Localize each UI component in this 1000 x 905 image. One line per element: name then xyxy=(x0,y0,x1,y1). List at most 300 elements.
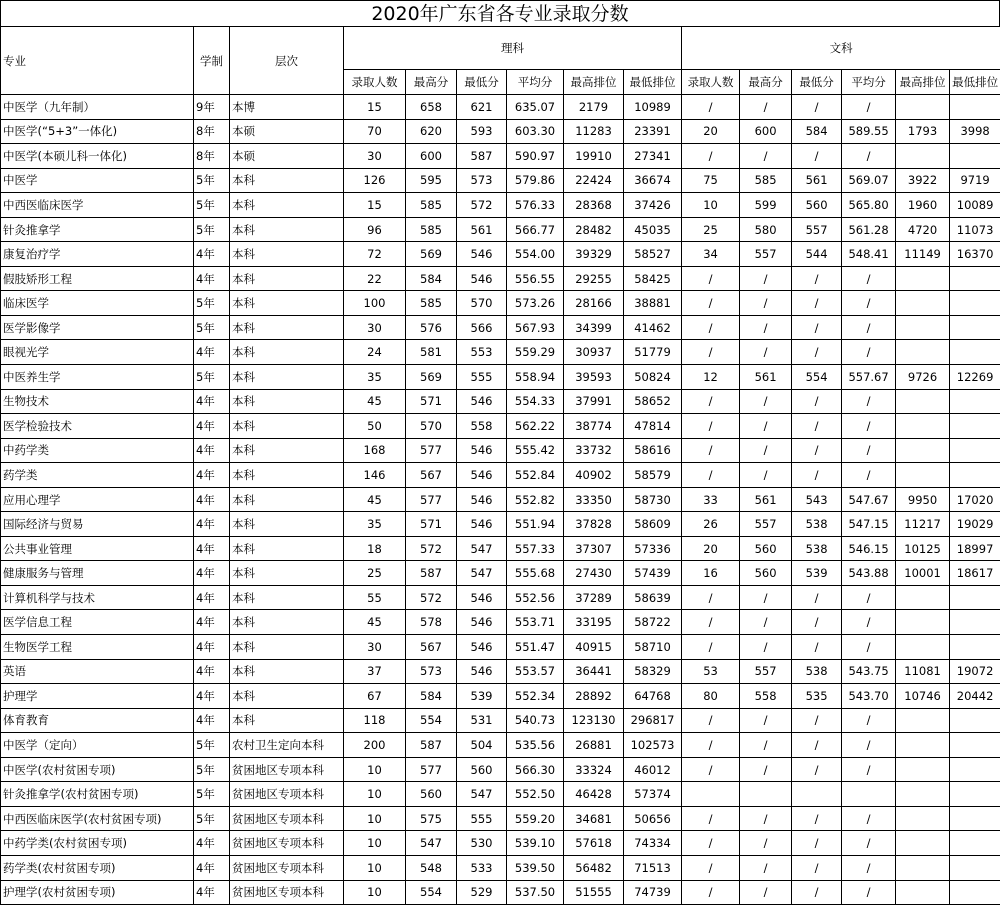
sci-admitted-cell: 146 xyxy=(344,463,406,488)
lib-avg-score-cell: / xyxy=(842,95,896,120)
lib-avg-score-cell: 589.55 xyxy=(842,119,896,144)
table-row xyxy=(1,512,1000,537)
lib-max-rank-cell xyxy=(896,389,950,414)
lib-min-score-cell: / xyxy=(792,757,842,782)
sci-min-score-cell: 593 xyxy=(457,119,507,144)
major-cell: 中药学类 xyxy=(1,438,194,463)
sci-admitted-cell: 50 xyxy=(344,414,406,439)
sci-max-rank-cell: 57618 xyxy=(564,831,624,856)
lib-avg-score-cell: 546.15 xyxy=(842,536,896,561)
sci-avg-score-cell: 559.29 xyxy=(507,340,564,365)
sci-avg-score-cell: 535.56 xyxy=(507,733,564,758)
lib-min-score-cell: / xyxy=(792,291,842,316)
sci-min-rank-cell: 57336 xyxy=(624,536,682,561)
lib-max-rank-header: 最高排位 xyxy=(896,70,950,95)
lib-max-rank-cell: 9950 xyxy=(896,487,950,512)
sci-admitted-cell: 30 xyxy=(344,144,406,169)
duration-cell: 4年 xyxy=(194,831,230,856)
sci-max-rank-cell: 34399 xyxy=(564,315,624,340)
sci-avg-score-cell: 573.26 xyxy=(507,291,564,316)
sci-min-score-cell: 504 xyxy=(457,733,507,758)
major-cell: 临床医学 xyxy=(1,291,194,316)
lib-min-rank-header: 最低排位 xyxy=(950,70,1000,95)
sci-min-score-cell: 558 xyxy=(457,414,507,439)
table-row xyxy=(1,561,1000,586)
lib-max-rank-cell xyxy=(896,291,950,316)
sci-min-score-cell: 546 xyxy=(457,610,507,635)
table-row xyxy=(1,757,1000,782)
lib-avg-score-cell xyxy=(842,782,896,807)
major-cell: 中西医临床医学(农村贫困专项) xyxy=(1,806,194,831)
level-cell: 本科 xyxy=(230,217,344,242)
sci-min-rank-cell: 58329 xyxy=(624,659,682,684)
sci-min-rank-cell: 47814 xyxy=(624,414,682,439)
lib-avg-score-cell: / xyxy=(842,414,896,439)
sci-max-score-cell: 554 xyxy=(406,880,457,905)
lib-admitted-cell: 33 xyxy=(682,487,740,512)
sci-min-rank-cell: 58652 xyxy=(624,389,682,414)
table-row xyxy=(1,144,1000,169)
sci-max-score-cell: 554 xyxy=(406,708,457,733)
sci-avg-score-cell: 603.30 xyxy=(507,119,564,144)
sci-max-score-cell: 600 xyxy=(406,144,457,169)
sci-admitted-cell: 200 xyxy=(344,733,406,758)
lib-admitted-cell: / xyxy=(682,438,740,463)
sci-max-rank-cell: 38774 xyxy=(564,414,624,439)
lib-min-rank-cell xyxy=(950,610,1000,635)
sci-max-score-cell: 571 xyxy=(406,389,457,414)
level-cell: 本科 xyxy=(230,340,344,365)
level-cell: 本科 xyxy=(230,512,344,537)
sci-max-rank-cell: 37991 xyxy=(564,389,624,414)
sci-min-score-cell: 560 xyxy=(457,757,507,782)
lib-admitted-cell: 25 xyxy=(682,217,740,242)
lib-admitted-cell: / xyxy=(682,733,740,758)
sci-admitted-cell: 96 xyxy=(344,217,406,242)
lib-avg-score-cell: / xyxy=(842,708,896,733)
major-cell: 药学类(农村贫困专项) xyxy=(1,855,194,880)
lib-admitted-cell: / xyxy=(682,389,740,414)
lib-min-rank-cell xyxy=(950,144,1000,169)
sci-avg-score-cell: 552.56 xyxy=(507,585,564,610)
sci-admitted-header: 录取人数 xyxy=(344,70,406,95)
duration-cell: 4年 xyxy=(194,708,230,733)
sci-admitted-cell: 37 xyxy=(344,659,406,684)
sci-max-rank-cell: 29255 xyxy=(564,266,624,291)
lib-max-rank-cell: 11217 xyxy=(896,512,950,537)
sci-avg-score-cell: 539.10 xyxy=(507,831,564,856)
lib-admitted-cell: / xyxy=(682,95,740,120)
major-cell: 中医学(“5+3”一体化) xyxy=(1,119,194,144)
sci-min-rank-cell: 50824 xyxy=(624,365,682,390)
sci-max-score-cell: 571 xyxy=(406,512,457,537)
lib-min-rank-cell xyxy=(950,291,1000,316)
sci-min-score-cell: 566 xyxy=(457,315,507,340)
lib-min-score-cell: / xyxy=(792,708,842,733)
lib-min-score-cell: 584 xyxy=(792,119,842,144)
lib-admitted-cell xyxy=(682,782,740,807)
sci-admitted-cell: 25 xyxy=(344,561,406,586)
lib-max-score-cell: / xyxy=(740,610,792,635)
major-cell: 康复治疗学 xyxy=(1,242,194,267)
lib-max-score-cell: / xyxy=(740,585,792,610)
sci-admitted-cell: 118 xyxy=(344,708,406,733)
lib-admitted-cell: / xyxy=(682,414,740,439)
sci-avg-score-cell: 566.77 xyxy=(507,217,564,242)
sci-admitted-cell: 10 xyxy=(344,855,406,880)
lib-avg-score-cell: 557.67 xyxy=(842,365,896,390)
sci-max-rank-cell: 28482 xyxy=(564,217,624,242)
lib-avg-score-cell: / xyxy=(842,315,896,340)
level-cell: 本科 xyxy=(230,536,344,561)
sci-min-score-cell: 546 xyxy=(457,438,507,463)
lib-avg-score-cell: 569.07 xyxy=(842,168,896,193)
sci-max-rank-cell: 39329 xyxy=(564,242,624,267)
sci-avg-score-cell: 579.86 xyxy=(507,168,564,193)
sci-max-rank-cell: 40915 xyxy=(564,635,624,660)
science-group-header: 理科 xyxy=(344,27,682,70)
sci-max-score-cell: 572 xyxy=(406,585,457,610)
sci-avg-score-cell: 555.42 xyxy=(507,438,564,463)
table-row xyxy=(1,95,1000,120)
major-cell: 生物技术 xyxy=(1,389,194,414)
sci-min-rank-cell: 74739 xyxy=(624,880,682,905)
lib-max-rank-cell: 9726 xyxy=(896,365,950,390)
lib-min-rank-cell: 17020 xyxy=(950,487,1000,512)
lib-min-rank-cell xyxy=(950,831,1000,856)
sci-max-rank-cell: 30937 xyxy=(564,340,624,365)
lib-admitted-cell: 10 xyxy=(682,193,740,218)
level-cell: 本科 xyxy=(230,242,344,267)
sci-admitted-cell: 15 xyxy=(344,193,406,218)
level-cell: 本科 xyxy=(230,291,344,316)
duration-cell: 4年 xyxy=(194,536,230,561)
lib-min-rank-cell xyxy=(950,414,1000,439)
table-row xyxy=(1,610,1000,635)
major-cell: 生物医学工程 xyxy=(1,635,194,660)
major-cell: 医学信息工程 xyxy=(1,610,194,635)
duration-cell: 4年 xyxy=(194,684,230,709)
duration-cell: 8年 xyxy=(194,144,230,169)
lib-avg-score-cell: 543.70 xyxy=(842,684,896,709)
lib-min-score-cell: / xyxy=(792,266,842,291)
sci-admitted-cell: 70 xyxy=(344,119,406,144)
lib-max-score-cell: 561 xyxy=(740,365,792,390)
major-cell: 眼视光学 xyxy=(1,340,194,365)
sci-max-score-cell: 547 xyxy=(406,831,457,856)
sci-avg-score-cell: 551.47 xyxy=(507,635,564,660)
table-row xyxy=(1,855,1000,880)
lib-min-score-cell: / xyxy=(792,315,842,340)
sci-max-rank-cell: 56482 xyxy=(564,855,624,880)
lib-max-rank-cell xyxy=(896,708,950,733)
sci-min-score-cell: 546 xyxy=(457,659,507,684)
sci-max-rank-cell: 34681 xyxy=(564,806,624,831)
lib-max-rank-cell xyxy=(896,782,950,807)
sheet-title: 2020年广东省各专业录取分数 xyxy=(0,0,1000,26)
lib-avg-score-cell: / xyxy=(842,340,896,365)
sci-min-score-cell: 547 xyxy=(457,561,507,586)
sci-avg-score-cell: 540.73 xyxy=(507,708,564,733)
table-row xyxy=(1,831,1000,856)
duration-cell: 4年 xyxy=(194,438,230,463)
table-row xyxy=(1,659,1000,684)
level-cell: 本科 xyxy=(230,561,344,586)
lib-admitted-cell: 20 xyxy=(682,536,740,561)
lib-max-rank-cell xyxy=(896,414,950,439)
lib-max-rank-cell xyxy=(896,635,950,660)
lib-min-score-cell: / xyxy=(792,733,842,758)
sci-max-rank-cell: 28892 xyxy=(564,684,624,709)
lib-min-score-cell: / xyxy=(792,414,842,439)
sci-min-score-cell: 573 xyxy=(457,168,507,193)
sci-min-rank-cell: 58639 xyxy=(624,585,682,610)
level-cell: 本博 xyxy=(230,95,344,120)
sci-min-score-cell: 555 xyxy=(457,365,507,390)
duration-cell: 5年 xyxy=(194,806,230,831)
duration-cell: 4年 xyxy=(194,561,230,586)
table-row xyxy=(1,389,1000,414)
major-cell: 公共事业管理 xyxy=(1,536,194,561)
table-row xyxy=(1,365,1000,390)
lib-min-rank-cell xyxy=(950,266,1000,291)
sci-admitted-cell: 100 xyxy=(344,291,406,316)
lib-avg-score-cell: 561.28 xyxy=(842,217,896,242)
sci-max-score-cell: 570 xyxy=(406,414,457,439)
lib-max-rank-cell: 1793 xyxy=(896,119,950,144)
level-cell: 本硕 xyxy=(230,144,344,169)
lib-min-rank-cell: 12269 xyxy=(950,365,1000,390)
sci-max-score-cell: 548 xyxy=(406,855,457,880)
major-cell: 中医养生学 xyxy=(1,365,194,390)
lib-min-rank-cell xyxy=(950,463,1000,488)
lib-min-score-cell: / xyxy=(792,144,842,169)
lib-max-rank-cell: 10125 xyxy=(896,536,950,561)
lib-avg-score-cell: / xyxy=(842,438,896,463)
lib-max-rank-cell xyxy=(896,95,950,120)
lib-min-rank-cell: 18997 xyxy=(950,536,1000,561)
lib-max-score-cell: / xyxy=(740,266,792,291)
lib-avg-score-cell: / xyxy=(842,463,896,488)
duration-cell: 5年 xyxy=(194,757,230,782)
lib-min-rank-cell xyxy=(950,855,1000,880)
duration-cell: 9年 xyxy=(194,95,230,120)
sci-max-rank-cell: 36441 xyxy=(564,659,624,684)
sci-min-rank-cell: 41462 xyxy=(624,315,682,340)
sci-avg-score-cell: 553.57 xyxy=(507,659,564,684)
duration-cell: 4年 xyxy=(194,880,230,905)
lib-avg-score-cell: / xyxy=(842,831,896,856)
lib-avg-score-cell: / xyxy=(842,880,896,905)
lib-min-rank-cell xyxy=(950,880,1000,905)
sci-min-rank-cell: 58730 xyxy=(624,487,682,512)
duration-cell: 5年 xyxy=(194,782,230,807)
lib-admitted-cell: 80 xyxy=(682,684,740,709)
sci-admitted-cell: 45 xyxy=(344,487,406,512)
duration-cell: 4年 xyxy=(194,512,230,537)
table-row xyxy=(1,733,1000,758)
sci-avg-score-cell: 552.84 xyxy=(507,463,564,488)
lib-admitted-cell: / xyxy=(682,708,740,733)
major-cell: 中药学类(农村贫困专项) xyxy=(1,831,194,856)
lib-max-score-cell: / xyxy=(740,708,792,733)
lib-min-score-cell: 560 xyxy=(792,193,842,218)
sci-min-rank-cell: 10989 xyxy=(624,95,682,120)
major-cell: 中医学(本硕儿科一体化) xyxy=(1,144,194,169)
lib-admitted-cell: / xyxy=(682,880,740,905)
major-cell: 中西医临床医学 xyxy=(1,193,194,218)
sci-max-score-cell: 569 xyxy=(406,365,457,390)
lib-min-score-cell: 557 xyxy=(792,217,842,242)
duration-header: 学制 xyxy=(194,27,230,95)
level-cell: 贫困地区专项本科 xyxy=(230,855,344,880)
sci-min-score-header: 最低分 xyxy=(457,70,507,95)
sci-max-rank-cell: 39593 xyxy=(564,365,624,390)
level-cell: 本科 xyxy=(230,659,344,684)
sci-min-rank-cell: 296817 xyxy=(624,708,682,733)
sci-admitted-cell: 45 xyxy=(344,389,406,414)
sci-avg-score-cell: 552.50 xyxy=(507,782,564,807)
lib-avg-score-cell: 547.15 xyxy=(842,512,896,537)
duration-cell: 5年 xyxy=(194,217,230,242)
sci-min-score-cell: 570 xyxy=(457,291,507,316)
duration-cell: 4年 xyxy=(194,610,230,635)
lib-avg-score-cell: 548.41 xyxy=(842,242,896,267)
level-cell: 本科 xyxy=(230,585,344,610)
sci-max-score-cell: 595 xyxy=(406,168,457,193)
sci-max-rank-cell: 11283 xyxy=(564,119,624,144)
lib-max-rank-cell xyxy=(896,315,950,340)
sci-min-rank-cell: 27341 xyxy=(624,144,682,169)
sci-min-rank-cell: 46012 xyxy=(624,757,682,782)
lib-min-rank-cell: 11073 xyxy=(950,217,1000,242)
table-row xyxy=(1,635,1000,660)
sci-admitted-cell: 30 xyxy=(344,315,406,340)
lib-min-score-cell: 543 xyxy=(792,487,842,512)
sci-min-score-cell: 529 xyxy=(457,880,507,905)
sci-min-score-cell: 546 xyxy=(457,242,507,267)
lib-min-rank-cell: 18617 xyxy=(950,561,1000,586)
sci-min-rank-cell: 50656 xyxy=(624,806,682,831)
duration-cell: 4年 xyxy=(194,266,230,291)
sci-max-rank-cell: 37828 xyxy=(564,512,624,537)
sci-admitted-cell: 35 xyxy=(344,512,406,537)
lib-min-score-cell: 535 xyxy=(792,684,842,709)
table-row xyxy=(1,536,1000,561)
level-cell: 农村卫生定向本科 xyxy=(230,733,344,758)
major-cell: 护理学(农村贫困专项) xyxy=(1,880,194,905)
lib-max-score-cell: 557 xyxy=(740,242,792,267)
lib-min-score-cell xyxy=(792,782,842,807)
sci-max-rank-cell: 26881 xyxy=(564,733,624,758)
sci-avg-score-cell: 554.33 xyxy=(507,389,564,414)
lib-min-score-cell: 538 xyxy=(792,536,842,561)
duration-cell: 4年 xyxy=(194,389,230,414)
lib-max-score-cell: 560 xyxy=(740,561,792,586)
lib-avg-score-cell: / xyxy=(842,806,896,831)
sci-min-rank-cell: 58609 xyxy=(624,512,682,537)
sci-min-score-cell: 561 xyxy=(457,217,507,242)
lib-min-rank-cell: 10089 xyxy=(950,193,1000,218)
lib-min-score-cell: / xyxy=(792,831,842,856)
sci-min-score-cell: 530 xyxy=(457,831,507,856)
level-cell: 本科 xyxy=(230,438,344,463)
sci-max-score-cell: 577 xyxy=(406,487,457,512)
sci-max-rank-cell: 28368 xyxy=(564,193,624,218)
sci-admitted-cell: 67 xyxy=(344,684,406,709)
sci-min-score-cell: 553 xyxy=(457,340,507,365)
table-body xyxy=(1,95,1000,905)
lib-max-score-cell: / xyxy=(740,635,792,660)
lib-avg-score-cell: 543.88 xyxy=(842,561,896,586)
lib-max-rank-cell xyxy=(896,610,950,635)
lib-max-score-cell: / xyxy=(740,733,792,758)
sci-max-score-cell: 575 xyxy=(406,806,457,831)
lib-max-rank-cell: 11081 xyxy=(896,659,950,684)
lib-min-rank-cell: 3998 xyxy=(950,119,1000,144)
sci-min-score-cell: 533 xyxy=(457,855,507,880)
sci-admitted-cell: 45 xyxy=(344,610,406,635)
sci-min-score-cell: 621 xyxy=(457,95,507,120)
major-cell: 中医学(农村贫困专项) xyxy=(1,757,194,782)
lib-min-score-cell: 554 xyxy=(792,365,842,390)
level-cell: 本科 xyxy=(230,414,344,439)
level-cell: 本科 xyxy=(230,365,344,390)
lib-min-rank-cell: 16370 xyxy=(950,242,1000,267)
sci-max-score-cell: 577 xyxy=(406,438,457,463)
lib-max-rank-cell: 10001 xyxy=(896,561,950,586)
sci-avg-score-cell: 554.00 xyxy=(507,242,564,267)
sci-admitted-cell: 55 xyxy=(344,585,406,610)
major-cell: 药学类 xyxy=(1,463,194,488)
lib-max-rank-cell xyxy=(896,266,950,291)
lib-admitted-cell: / xyxy=(682,585,740,610)
lib-min-score-cell: / xyxy=(792,610,842,635)
lib-admitted-cell: 12 xyxy=(682,365,740,390)
duration-cell: 5年 xyxy=(194,315,230,340)
sci-max-score-cell: 569 xyxy=(406,242,457,267)
sci-min-score-cell: 531 xyxy=(457,708,507,733)
sci-max-score-cell: 584 xyxy=(406,266,457,291)
major-cell: 计算机科学与技术 xyxy=(1,585,194,610)
major-cell: 假肢矫形工程 xyxy=(1,266,194,291)
table-row xyxy=(1,119,1000,144)
lib-min-rank-cell xyxy=(950,708,1000,733)
table-row xyxy=(1,242,1000,267)
sci-avg-score-cell: 553.71 xyxy=(507,610,564,635)
lib-max-score-cell: 560 xyxy=(740,536,792,561)
table-row xyxy=(1,806,1000,831)
major-header: 专业 xyxy=(1,27,194,95)
lib-min-score-cell: / xyxy=(792,806,842,831)
lib-min-rank-cell xyxy=(950,757,1000,782)
sci-max-rank-cell: 123130 xyxy=(564,708,624,733)
sci-avg-score-cell: 559.20 xyxy=(507,806,564,831)
lib-max-rank-cell xyxy=(896,831,950,856)
lib-min-rank-cell: 19029 xyxy=(950,512,1000,537)
lib-min-score-header: 最低分 xyxy=(792,70,842,95)
lib-min-score-cell: 538 xyxy=(792,512,842,537)
lib-avg-score-cell: 565.80 xyxy=(842,193,896,218)
level-cell: 贫困地区专项本科 xyxy=(230,782,344,807)
lib-admitted-cell: / xyxy=(682,266,740,291)
lib-admitted-cell: / xyxy=(682,757,740,782)
sci-max-score-cell: 587 xyxy=(406,733,457,758)
major-cell: 针灸推拿学 xyxy=(1,217,194,242)
lib-max-rank-cell: 11149 xyxy=(896,242,950,267)
lib-admitted-cell: / xyxy=(682,340,740,365)
major-cell: 中医学 xyxy=(1,168,194,193)
